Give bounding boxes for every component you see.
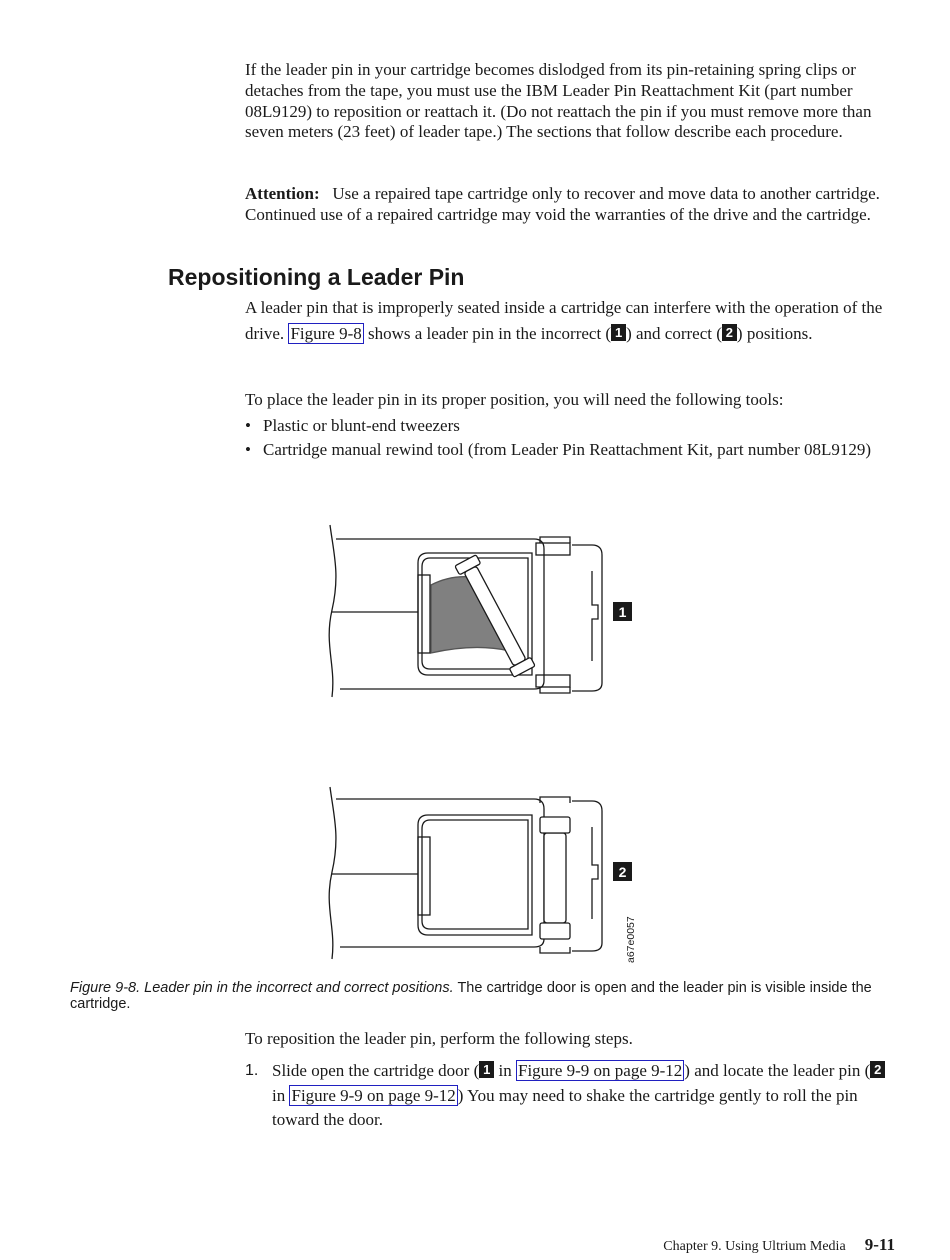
cartridge-diagram: [300, 515, 660, 975]
step-number: 1.: [245, 1062, 259, 1079]
step1-text-a: Slide open the cartridge door (: [272, 1061, 480, 1080]
step1-text-c: ) and locate the leader pin (: [684, 1061, 871, 1080]
figure-9-8: [300, 515, 660, 979]
p1-text-a: A leader pin that is improperly seated inside a cartridge can interfere with the operation of the drive.: [245, 298, 883, 343]
list-item: [245, 1059, 900, 1133]
list-item: [245, 440, 895, 461]
attention-text: Use a repaired tape cartridge only to recover and move data to another cartridge. Continued use of a repaired cartridge may void the warranties of the drive and the cartridge.: [245, 184, 880, 224]
intro-paragraph: If the leader pin in your cartridge becomes dislodged from its pin-retaining spring clips or detaches from the tape, you must use the IBM Leader Pin Reattachment Kit (part number 08L9129) to reposition or reattach it. (Do not reattach the pin if you must remove more than seven meters (23 feet) of leader tape.) The sections that follow describe each procedure.: [245, 60, 872, 142]
list-item: [245, 416, 895, 437]
steps-list: [245, 1059, 900, 1133]
tools-intro: To place the leader pin in its proper position, you will need the following tools:: [245, 390, 784, 409]
attention-label: Attention:: [245, 184, 320, 203]
bullet: •: [245, 416, 251, 435]
figure-9-9-link[interactable]: Figure 9-9 on page 9-12: [517, 1061, 683, 1080]
step1-callout-2: 2: [870, 1061, 885, 1078]
tools-list: [245, 416, 895, 464]
step1-text-e: ) You may need to shake the cartridge gently to roll the pin toward the door.: [272, 1085, 858, 1129]
callout-bottom-label: 2: [618, 864, 627, 880]
p1-text-d: ) positions.: [736, 323, 813, 343]
section-heading: Repositioning a Leader Pin: [168, 264, 465, 290]
tool-tweezers: Plastic or blunt-end tweezers: [263, 416, 460, 435]
figure-code: a67e0057: [625, 916, 637, 963]
p1-text-b: shows a leader pin in the incorrect (: [367, 323, 612, 343]
footer-chapter: Chapter 9. Using Ultrium Media: [663, 1239, 846, 1254]
tool-rewind: Cartridge manual rewind tool (from Leader Pin Reattachment Kit, part number 08L9129): [263, 439, 872, 459]
steps-intro: To reposition the leader pin, perform the following steps.: [245, 1029, 633, 1048]
step1-text-d: in: [272, 1085, 286, 1105]
figure-9-9-link-2[interactable]: Figure 9-9 on page 9-12: [291, 1085, 456, 1105]
p1-text-c: ) and correct (: [626, 323, 722, 343]
callout-bottom: [613, 862, 632, 881]
footer-page-number: 9-11: [864, 1235, 895, 1254]
callout-1: 1: [611, 324, 626, 341]
callout-2: 2: [722, 324, 737, 341]
page-footer: [663, 1235, 895, 1255]
step1-text-b: in: [498, 1061, 512, 1080]
figure-9-8-link[interactable]: Figure 9-8: [290, 323, 362, 343]
bullet: •: [245, 439, 251, 459]
figure-caption: [70, 980, 890, 1012]
attention-note: [245, 184, 895, 226]
caption-text: The cartridge door is open and the leader pin is visible inside the cartridge.: [70, 980, 872, 1012]
cartridge-correct: [329, 787, 602, 959]
caption-title: Figure 9-8. Leader pin in the incorrect and correct positions.: [70, 980, 454, 996]
step1-callout-1: 1: [479, 1061, 494, 1078]
cartridge-incorrect: [329, 525, 602, 697]
leader-pin-paragraph: [245, 295, 895, 346]
callout-top: [613, 602, 632, 621]
callout-top-label: 1: [618, 604, 627, 620]
